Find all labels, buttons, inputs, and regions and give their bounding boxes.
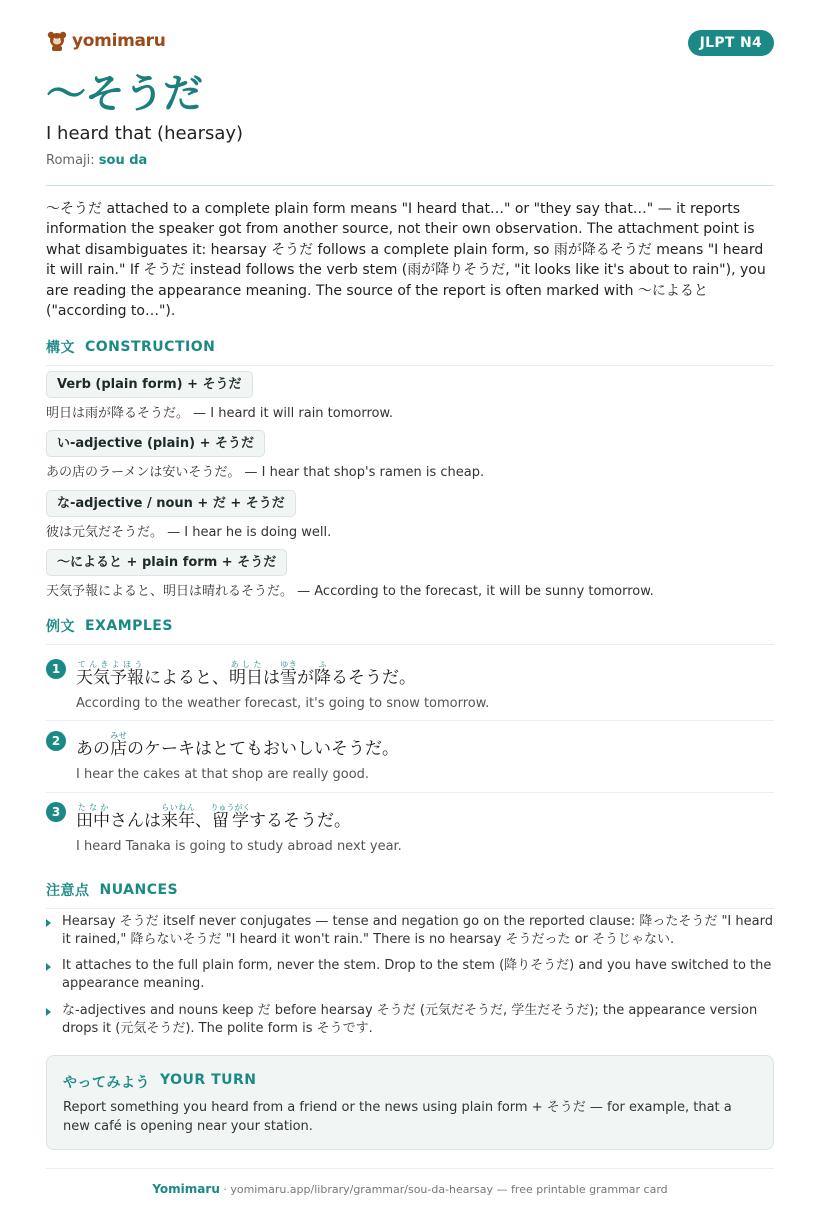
example-number: 2 [46, 731, 66, 751]
header [46, 0, 774, 58]
divider [46, 185, 774, 186]
example-japanese [76, 660, 416, 688]
sentence-text: するそうだ。 [249, 811, 351, 831]
example-japanese [76, 803, 351, 831]
romaji-line [46, 153, 147, 168]
footer-divider [46, 1168, 774, 1169]
pattern-chip: 〜によると + plain form + そうだ [46, 549, 287, 576]
level-badge: JLPT N4 [688, 30, 774, 56]
logo-text: yomimaru [72, 31, 166, 51]
furigana-word: 雪ゆき [280, 660, 297, 688]
footer [46, 1182, 774, 1196]
example-row [46, 721, 774, 793]
nuance-item: な-adjectives and nouns keep だ before hearsay そうだ (元気だそうだ, 学生だそうだ); the appearance version drops it (元気そうだ). The polite form is そうです. [62, 1003, 758, 1036]
your-turn-box [46, 1055, 774, 1150]
pattern-example: あの店のラーメンは安いそうだ。 — I hear that shop's ramen is cheap. [46, 465, 485, 480]
sentence-text: によると、 [144, 668, 229, 688]
furigana-word: 田中たなか [76, 803, 110, 831]
bullet-icon [46, 963, 51, 971]
furigana-reading: たなか [76, 803, 110, 812]
construction-heading-jp: 構文 [46, 340, 75, 356]
sentence-text: のケーキはとてもおいしいそうだ。 [127, 739, 399, 759]
nuances-heading-en: NUANCES [99, 882, 179, 898]
example-number: 1 [46, 659, 66, 679]
construction-heading [46, 337, 774, 366]
your-turn-body: Report something you heard from a friend or the news using plain form + そうだ — for example, that a new café is opening near your station. [63, 1100, 732, 1134]
furigana-reading: らいねん [161, 803, 195, 812]
pattern-chip: な-adjective / noun + だ + そうだ [46, 490, 296, 517]
sentence-text: るそうだ。 [331, 668, 416, 688]
nuances-heading-jp: 注意点 [46, 883, 90, 899]
furigana-reading: てんきよほう [76, 660, 144, 669]
footer-brand: Yomimaru [152, 1182, 220, 1196]
grammar-card [46, 0, 774, 1196]
example-translation: I hear the cakes at that shop are really good. [76, 767, 370, 782]
furigana-reading: りゅうがく [210, 803, 251, 812]
sentence-text: あの [76, 739, 110, 759]
your-turn-heading-jp: やってみよう [63, 1075, 150, 1091]
pattern-example: 彼は元気だそうだ。 — I hear he is doing well. [46, 525, 332, 540]
furigana-word: 店みせ [110, 731, 127, 759]
examples-heading-en: EXAMPLES [85, 618, 173, 634]
nuance-item: It attaches to the full plain form, never the stem. Drop to the stem (降りそうだ) and you have switched to the appearance meaning. [62, 958, 772, 991]
furigana-word: 留学りゅうがく [210, 803, 251, 831]
nuance-item: Hearsay そうだ itself never conjugates — tense and negation go on the reported clause: 降ったそうだ "I heard it rained," 降らないそうだ "I heard it won't rain." There is no hearsay そうだった or そうじゃない. [62, 914, 773, 947]
furigana-word: 明日あした [229, 660, 263, 688]
your-turn-heading-en: YOUR TURN [160, 1072, 257, 1088]
bullet-icon [46, 919, 51, 927]
nuances-heading [46, 880, 774, 909]
bullet-icon [46, 1008, 51, 1016]
furigana-reading: ゆき [280, 660, 297, 669]
example-translation: I heard Tanaka is going to study abroad next year. [76, 839, 402, 854]
pattern-chip: Verb (plain form) + そうだ [46, 371, 253, 398]
example-translation: According to the weather forecast, it's going to snow tomorrow. [76, 696, 490, 711]
sentence-text: さんは [110, 811, 161, 831]
sentence-text: 、 [195, 811, 212, 831]
sentence-text: は [263, 668, 280, 688]
sentence-text: が [297, 668, 314, 688]
furigana-word: 降ふ [314, 660, 331, 688]
furigana-reading: ふ [314, 660, 331, 669]
page-title: 〜そうだ [46, 71, 202, 117]
intro-paragraph: 〜そうだ attached to a complete plain form means "I heard that…" or "they say that…" — it reports information the speaker got from another source, not their own observation. The attachment point is what disambiguates it: hearsay そうだ follows a complete plain form, so 雨が降るそうだ means "I heard it will rain." If そうだ instead follows the verb stem (雨が降りそうだ, "it looks like it's about to rain"), you are reading the appearance meaning. The source of the report is often marked with 〜によると ("according to…"). [46, 201, 766, 320]
pattern-example: 天気予報によると、明日は晴れるそうだ。 — According to the forecast, it will be sunny tomorrow. [46, 584, 654, 599]
furigana-word: 天気予報てんきよほう [76, 660, 144, 688]
furigana-word: 来年らいねん [161, 803, 195, 831]
your-turn-heading [63, 1072, 256, 1092]
example-number: 3 [46, 802, 66, 822]
pattern-example: 明日は雨が降るそうだ。 — I heard it will rain tomorrow. [46, 406, 394, 421]
pattern-chip: い-adjective (plain) + そうだ [46, 430, 265, 457]
example-row [46, 650, 774, 721]
construction-heading-en: CONSTRUCTION [85, 339, 216, 355]
furigana-reading: みせ [110, 731, 127, 740]
examples-heading [46, 616, 774, 645]
example-row [46, 793, 774, 865]
romaji-label: Romaji: [46, 153, 95, 168]
footer-text: · yomimaru.app/library/grammar/sou-da-hearsay — free printable grammar card [223, 1183, 668, 1196]
examples-heading-jp: 例文 [46, 619, 75, 635]
furigana-reading: あした [229, 660, 263, 669]
tanuki-logo-icon [46, 30, 68, 52]
example-japanese [76, 731, 399, 759]
page-subtitle: I heard that (hearsay) [46, 123, 244, 144]
romaji-value: sou da [98, 153, 148, 168]
logo [46, 30, 166, 52]
